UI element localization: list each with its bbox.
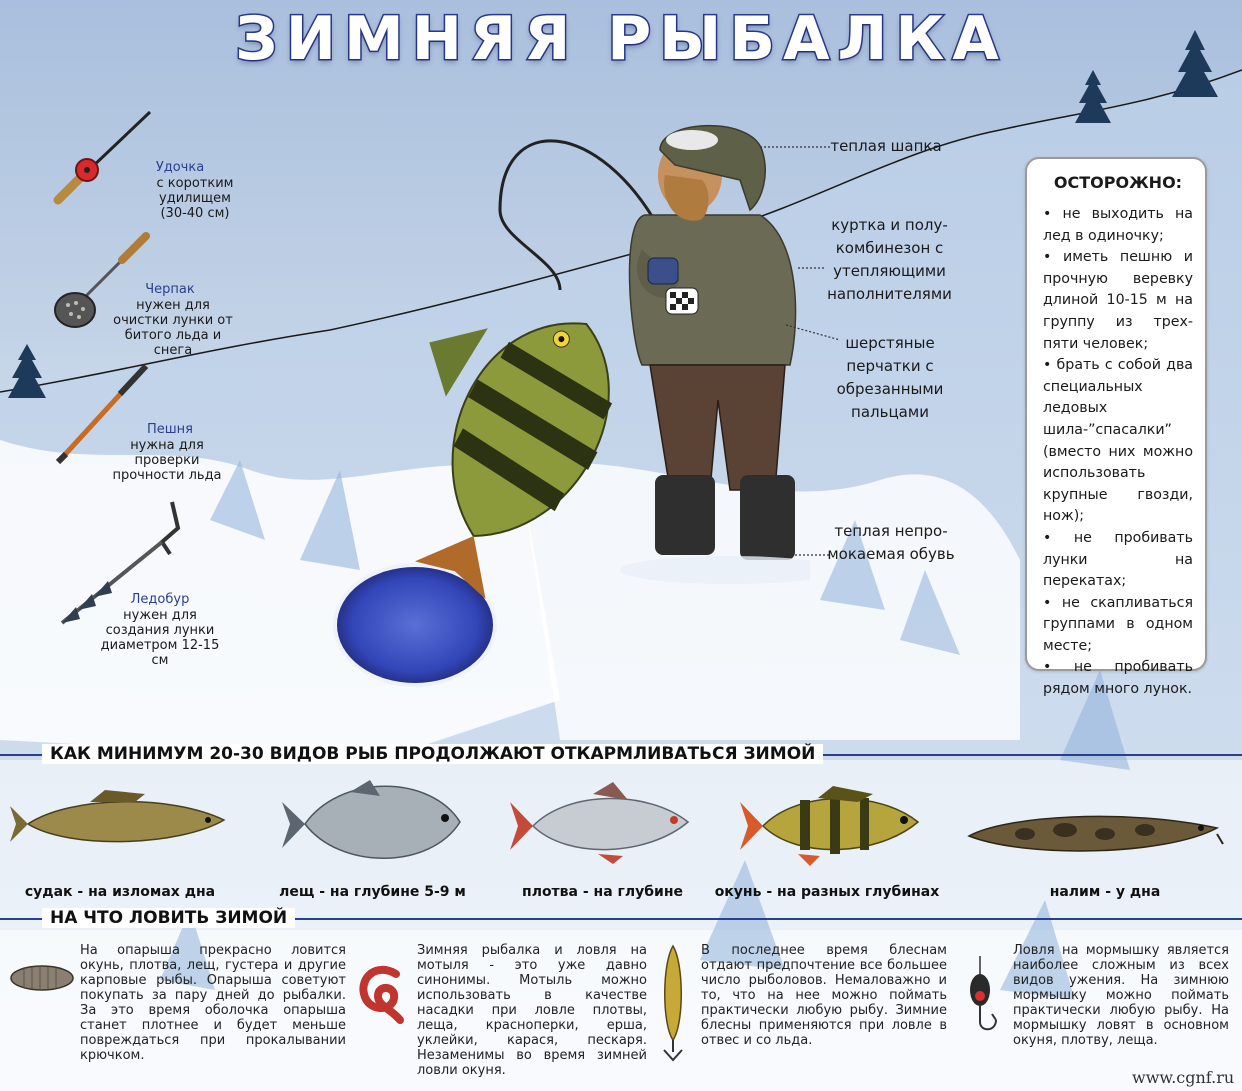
footer-url: www.cgnf.ru (1132, 1068, 1235, 1087)
fish-label: плотва - на глубине (522, 884, 683, 900)
perch-icon (738, 784, 923, 868)
tool-name: Пешня (147, 422, 193, 437)
tool-desc: нужна для проверки прочности льда (112, 438, 222, 483)
tool-name: Черпак (145, 282, 195, 297)
callout-hat: теплая шапка (830, 137, 942, 155)
callout-jacket: куртка и полу-комбинезон с утепляющими наполнителями (827, 216, 952, 303)
warning-item: • не пробивать рядом много лунок. (1043, 659, 1193, 698)
bream-icon (280, 778, 465, 870)
warning-item: • не скапливаться группами в одном месте; (1043, 594, 1193, 654)
warning-box (1025, 157, 1207, 698)
tool-ice-pick (50, 360, 250, 490)
warning-list (1043, 204, 1193, 701)
roach-icon (508, 782, 693, 866)
tool-desc: нужен для очистки лунки от битого льда и снега (113, 298, 233, 358)
warning-item: • не пробивать лунки на перекатах; (1043, 529, 1193, 590)
fisherman-illustration (330, 120, 810, 680)
warning-title: ОСТОРОЖНО: (1053, 173, 1183, 192)
fish-label: окунь - на разных глубинах (714, 884, 940, 900)
spoon-lure-icon (656, 944, 690, 1064)
bloodworm-icon (356, 962, 408, 1026)
tool-name: Удочка (155, 160, 205, 175)
maggot-icon (8, 962, 76, 994)
jig-icon (960, 956, 1008, 1036)
page-title: ЗИМНЯЯ РЫБАЛКА (235, 4, 1007, 74)
bait-text: Зимняя рыбалка и ловля на мотыля - это уже давно синонимы. Мотыль можно использовать в качестве насадки при ловле плотвы, леща, красноперки, ерша, уклейки, карася, пескаря. Незаменимы во время зимней ловли окуня. (417, 943, 647, 1078)
warning-item: • не выходить на лед в одиночку; (1043, 206, 1193, 244)
callout-boots: теплая непро-мокаемая обувь (827, 522, 955, 563)
fish-section-heading: КАК МИНИМУМ 20-30 ВИДОВ РЫБ ПРОДОЛЖАЮТ ОТКАРМЛИВАТЬСЯ ЗИМОЙ (42, 744, 823, 764)
bait-text: Ловля на мормышку является наиболее сложным из всех видов ужения. На зимнюю мормышку можно поймать практически любую рыбу. На мормышку ловят в основном окуня, плотву, леща. (1013, 943, 1229, 1048)
zander-icon (10, 788, 230, 860)
bait-section-heading: НА ЧТО ЛОВИТЬ ЗИМОЙ (42, 908, 295, 928)
warning-item: • брать с собой два специальных ледовых шила-”спасалки” (вместо них можно использовать крупные гвозди, нож); (1043, 357, 1193, 525)
tool-fishing-rod (50, 108, 250, 228)
warning-item: • иметь пешню и прочную веревку длиной 10-15 м на группу из трех-пяти человек; (1043, 249, 1193, 352)
fish-label: судак - на изломах дна (24, 884, 216, 900)
tool-ladle (50, 230, 250, 360)
bait-text: В последнее время блеснам отдают предпочтение все большее число рыболовов. Немаловажно и то, что на нее можно поймать практически любую рыбу. Зимние блесны применяются при ловле в отвес и со льда. (701, 943, 947, 1048)
tool-desc: нужен для создания лунки диаметром 12-15 см (100, 608, 220, 668)
fish-label: налим - у дна (1049, 884, 1161, 900)
tool-desc: с коротким удилищем (30-40 см) (156, 176, 234, 221)
burbot-icon (965, 800, 1225, 872)
tool-name: Ледобур (130, 592, 190, 607)
callout-gloves: шерстяные перчатки с обрезанными пальцами (836, 334, 944, 421)
tool-ice-auger (50, 498, 250, 673)
fish-label: лещ - на глубине 5-9 м (279, 884, 466, 900)
bait-text: На опарыша прекрасно ловится окунь, плотва, лещ, густера и другие карповые рыбы. Опарыша советуют покупать за пару дней до рыбалки. За это время оболочка опарыша станет плотнее и будет меньше повреждаться при прокалывании крючком. (80, 943, 346, 1063)
fishing-rod-icon (50, 108, 160, 208)
